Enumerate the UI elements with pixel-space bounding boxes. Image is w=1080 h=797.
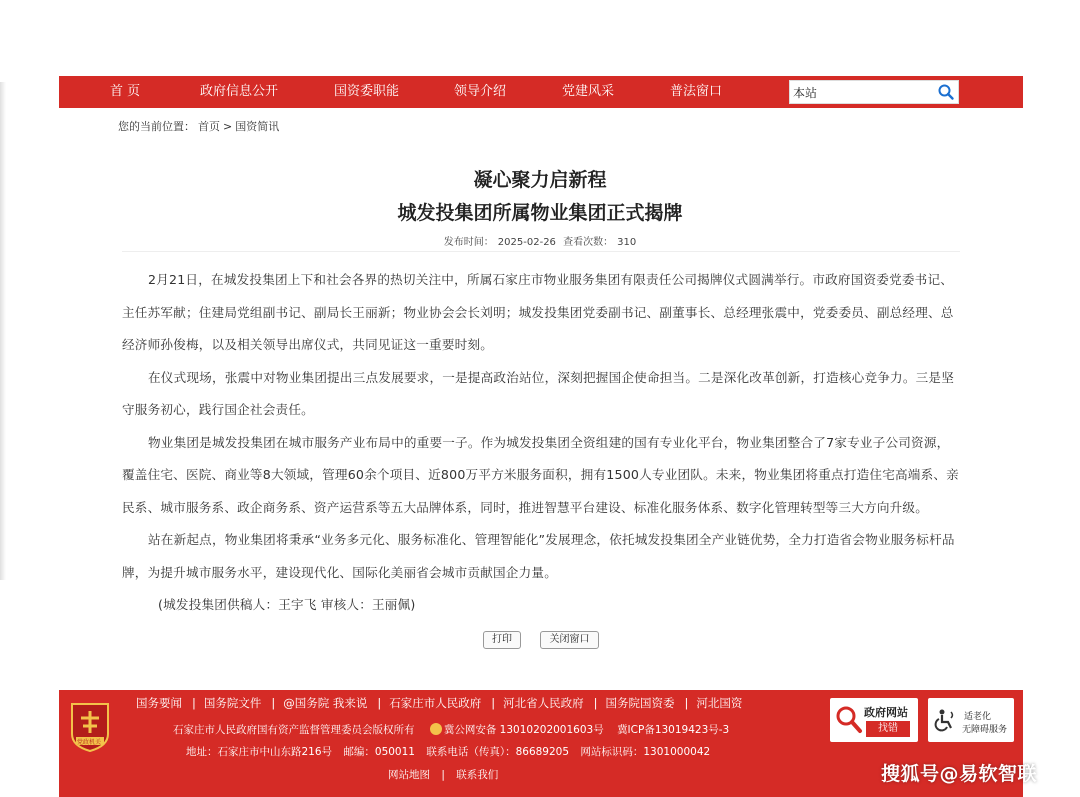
print-button[interactable]: 打印 <box>483 631 521 649</box>
nav-functions[interactable]: 国资委职能 <box>334 84 400 99</box>
footer-link[interactable]: 河北省人民政府 <box>503 696 584 710</box>
close-window-button[interactable]: 关闭窗口 <box>540 631 599 649</box>
footer-link[interactable]: 国务院国资委 <box>605 696 675 710</box>
publish-label: 发布时间： <box>443 237 494 248</box>
title-divider <box>122 251 960 252</box>
acc-badge-line2: 无障碍服务 <box>962 725 1008 735</box>
breadcrumb <box>118 118 282 134</box>
accessibility-icon <box>934 708 958 732</box>
breadcrumb-current[interactable]: 国资简讯 <box>235 120 280 133</box>
sitemap-link[interactable]: 网站地图 <box>388 769 430 781</box>
breadcrumb-prefix: 您的当前位置： <box>118 120 195 133</box>
police-record[interactable]: 冀公网安备 13010202001603号 <box>443 724 604 736</box>
article-paragraph: 在仪式现场，张震中对物业集团提出三点发展要求，一是提高政治站位，深刻把握国企使命担当。二是深化改革创新，打造核心竞争力。三是坚守服务初心，践行国企社会责任。 <box>122 369 955 417</box>
main-nav <box>59 76 1023 108</box>
article-paragraph: 站在新起点，物业集团将秉承“业务多元化、服务标准化、管理智能化”发展理念，依托城发投集团全产业链优势，全力打造省会物业服务标杆品牌，为提升城市服务水平，建设现代化、国际化美丽省会城市贡献国企力量。 <box>122 532 955 580</box>
police-badge-icon <box>430 723 442 735</box>
contact-link[interactable]: 联系我们 <box>456 769 499 781</box>
acc-badge-line1: 适老化 <box>964 712 992 722</box>
accessibility-badge[interactable] <box>928 698 1014 742</box>
nav-party[interactable]: 党建风采 <box>562 84 615 99</box>
views-count: 310 <box>617 237 637 248</box>
site-id: 网站标识码：1301000042 <box>580 746 711 758</box>
publish-date: 2025-02-26 <box>497 237 556 248</box>
footer-link[interactable]: 国务要闻 <box>136 696 182 710</box>
party-gov-logo[interactable] <box>68 702 112 752</box>
search-input[interactable] <box>790 82 930 102</box>
breadcrumb-home[interactable]: 首页 <box>198 120 220 133</box>
phone: 联系电话（传真）：86689205 <box>426 746 570 758</box>
search-box <box>789 80 959 104</box>
article-title-line2: 城发投集团所属物业集团正式揭牌 <box>397 202 683 224</box>
breadcrumb-separator: > <box>223 120 233 133</box>
footer-link[interactable]: 国务院文件 <box>203 696 262 710</box>
views-label: 查看次数： <box>563 237 614 248</box>
gov-site-error-badge[interactable] <box>830 698 918 742</box>
footer-link[interactable]: @国务院 我来说 <box>283 696 368 710</box>
article-meta <box>0 233 1080 248</box>
magnifier-icon <box>835 705 863 735</box>
article-title-line1: 凝心聚力启新程 <box>473 169 607 191</box>
footer-link[interactable]: 石家庄市人民政府 <box>389 696 482 710</box>
footer-link[interactable]: 河北国资 <box>696 696 743 710</box>
nav-law[interactable]: 普法窗口 <box>670 84 723 99</box>
footer-links: 国务要闻 | 国务院文件 | @国务院 我来说 | 石家庄市人民政府 | 河北省人民政府 | 国务院国资委 | 河北国资 <box>136 696 743 710</box>
footer-bottom-links: 网站地图 | 联系我们 <box>388 769 499 781</box>
article-credit: (城发投集团供稿人：王宇飞 审核人：王丽佩) <box>158 597 416 612</box>
logo-text: 党政机关 <box>77 739 102 746</box>
nav-gov-info[interactable]: 政府信息公开 <box>200 84 279 99</box>
article-paragraph: 物业集团是城发投集团在城市服务产业布局中的重要一子。作为城发投集团全资组建的国有专业化平台，物业集团整合了7家专业子公司资源，覆盖住宅、医院、商业等8大领域，管理60余个项目、近800万平方米服务面积，拥有1500人专业团队。未来，物业集团将重点打造住宅高端系、亲民系、城市服务系、政企商务系、资产运营系等五大品牌体系，同时，推进智慧平台建设、标准化服务体系、数字化管理转型等三大方向升级。 <box>122 434 959 515</box>
page-edge-shadow <box>0 82 6 580</box>
copyright-text: 石家庄市人民政府国有资产监督管理委员会版权所有 <box>173 724 415 736</box>
footer-address-line <box>186 744 710 759</box>
article-paragraph: 2月21日，在城发投集团上下和社会各界的热切关注中，所属石家庄市物业服务集团有限责任公司揭牌仪式圆满举行。市政府国资委党委书记、主任苏军献；住建局党组副书记、副局长王丽新；物业协会会长刘明；城发投集团党委副书记、副董事长、总经理张震中，党委委员、副总经理、总经济师孙俊梅，以及相关领导出席仪式，共同见证这一重要时刻。 <box>122 272 954 352</box>
footer <box>59 690 1023 797</box>
gov-badge-title: 政府网站 <box>864 706 908 719</box>
postcode: 邮编：050011 <box>343 746 415 758</box>
gov-badge-action: 找错 <box>866 721 910 737</box>
article-body <box>122 264 962 622</box>
search-icon[interactable] <box>936 83 956 101</box>
watermark: 搜狐号@易软智联 <box>881 763 1038 785</box>
icp-record[interactable]: 冀ICP备13019423号-3 <box>617 724 730 736</box>
nav-leaders[interactable]: 领导介绍 <box>454 84 507 99</box>
address: 地址：石家庄市中山东路216号 <box>186 746 333 758</box>
footer-copyright-line <box>173 722 729 737</box>
nav-home[interactable]: 首 页 <box>110 84 141 99</box>
